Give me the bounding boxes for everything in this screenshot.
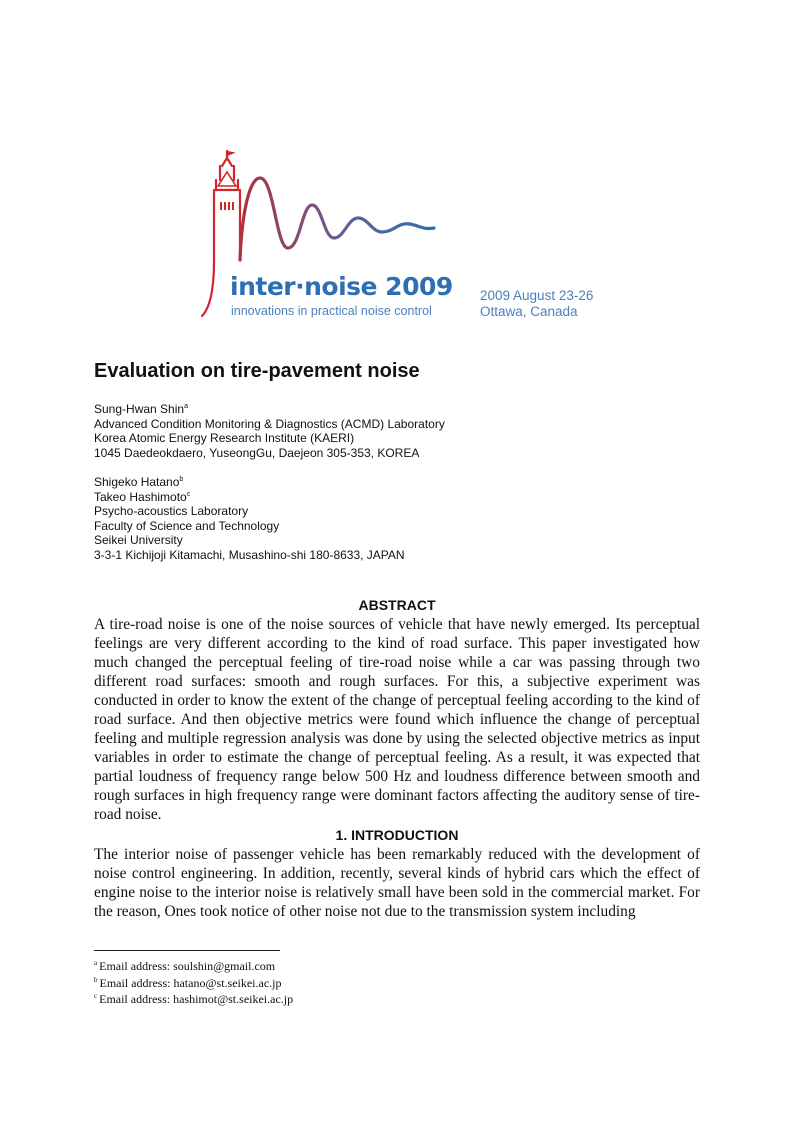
conference-banner xyxy=(198,150,618,322)
footnote: $^c$ Email address: hashimot@st.seikei.ac.jp xyxy=(94,992,294,1006)
paper-title: Evaluation on tire-pavement noise xyxy=(94,360,420,382)
author-name: Takeo Hashimoto$^c$ xyxy=(94,489,191,504)
affiliation-line: Korea Atomic Energy Research Institute (KAERI) xyxy=(94,431,355,446)
footnote-divider xyxy=(94,950,280,951)
affiliation-line: Psycho-acoustics Laboratory xyxy=(94,504,249,519)
abstract-text: A tire-road noise is one of the noise sources of vehicle that have newly emerged. Its perceptual feelings are very different according to the kind of road surface. This paper investigated how much changed the perceptual feeling of tire-road noise while a car was passing through two different road surfaces: smooth and rough surfaces. For this, a subjective experiment was conducted in order to know the extent of the change of perceptual feeling according to the kind of road surface. And then objective metrics were found which influence the change of perceptual feeling and multiple regression analysis was done by using the selected objective metrics as input variables in order to estimate the change of perceptual feeling. As a result, it was expected that partial loudness of frequency range below 500 Hz and loudness difference between smooth and rough surfaces in high frequency range were dominant factors affecting the auditory sense of tire-road noise. xyxy=(94,616,700,823)
footnote: $^b$ Email address: hatano@st.seikei.ac.jp xyxy=(94,975,282,990)
author-footnote-mark: a xyxy=(184,403,188,410)
conference-tagline: innovations in practical noise control xyxy=(231,304,432,318)
abstract-heading: ABSTRACT xyxy=(358,597,436,613)
introduction-text: The interior noise of passenger vehicle has been remarkably reduced with the development of noise control engineering. In addition, recently, several kinds of hybrid cars which the effect of engine noise to the interior noise is relatively small have been sold in the commercial market. For the reason, Ones took notice of other noise not due to the transmission system including xyxy=(94,846,700,920)
author-name: Shigeko Hatano$^b$ xyxy=(94,474,184,489)
footnote: $^a$ Email address: soulshin@gmail.com xyxy=(94,959,276,973)
author-footnote-mark: c xyxy=(186,490,191,498)
author-footnote-mark: b xyxy=(179,475,184,483)
conference-name: inter·noise 2009 xyxy=(230,272,453,301)
affiliation-line: 1045 Daedeokdaero, YuseongGu, Daejeon 305-353, KOREA xyxy=(94,445,420,460)
affiliation-line: 3-3-1 Kichijoji Kitamachi, Musashino-shi 180-8633, JAPAN xyxy=(94,547,405,562)
conference-date: 2009 August 23-26 xyxy=(480,288,594,303)
affiliation-line: Advanced Condition Monitoring & Diagnostics (ACMD) Laboratory xyxy=(94,416,445,431)
footnotes xyxy=(94,958,293,1008)
author-name: Sung-Hwan Shin$^a$ xyxy=(94,402,188,416)
author-block xyxy=(94,402,694,563)
affiliation-line: Faculty of Science and Technology xyxy=(94,518,280,533)
affiliation-line: Seikei University xyxy=(94,533,183,548)
introduction-heading: 1. INTRODUCTION xyxy=(335,827,459,843)
conference-location: Ottawa, Canada xyxy=(480,304,578,319)
